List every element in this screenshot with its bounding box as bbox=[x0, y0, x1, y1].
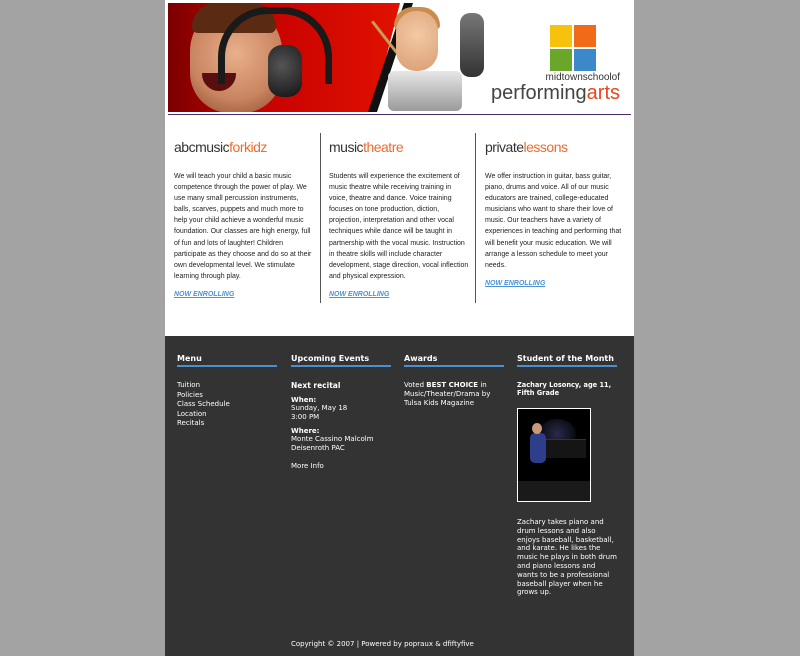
now-enrolling-link[interactable]: NOW ENROLLING bbox=[485, 279, 546, 287]
menu-list bbox=[177, 381, 277, 429]
event-when-label: When: bbox=[291, 396, 317, 404]
program-title-part2: forkidz bbox=[229, 139, 267, 155]
event-where-label: Where: bbox=[291, 427, 320, 436]
program-privatelessons bbox=[485, 133, 625, 303]
event-venue: Monte Cassino Malcolm bbox=[291, 435, 374, 444]
logo-square-green bbox=[550, 49, 572, 71]
program-title bbox=[329, 139, 469, 159]
headphone-cup-icon bbox=[268, 45, 302, 97]
event-venue-line2: Deisenroth PAC bbox=[291, 443, 345, 452]
column-divider bbox=[475, 133, 476, 303]
photo-floor bbox=[518, 481, 590, 501]
program-title bbox=[174, 139, 314, 159]
program-title-part2: theatre bbox=[363, 139, 404, 155]
piano-icon bbox=[544, 439, 586, 458]
program-abcmusic bbox=[174, 133, 314, 303]
logo-line-performing-arts bbox=[480, 83, 620, 103]
award-best-choice: BEST CHOICE bbox=[426, 381, 479, 389]
award-text bbox=[404, 381, 504, 407]
footer-menu bbox=[177, 354, 277, 429]
drum-icon bbox=[388, 71, 462, 111]
footer-upcoming-events bbox=[291, 354, 391, 470]
awards-heading: Awards bbox=[404, 354, 504, 367]
student-description: Zachary takes piano and drum lessons and also enjoys baseball, basketball, and karate. He likes the music he plays in both drum and piano lessons and wants to be a professional baseball player when he grows up. bbox=[517, 518, 617, 597]
logo-square-yellow bbox=[550, 25, 572, 47]
copyright-text: Copyright © 2007 | Powered by popraux & dfiftyfive bbox=[291, 640, 474, 648]
header-banner bbox=[168, 3, 631, 112]
logo-arts: arts bbox=[586, 82, 620, 104]
menu-heading: Menu bbox=[177, 354, 277, 367]
more-info-link[interactable]: More Info bbox=[291, 462, 324, 471]
now-enrolling-link[interactable]: NOW ENROLLING bbox=[329, 290, 390, 298]
page-container bbox=[165, 0, 634, 656]
program-musictheatre bbox=[329, 133, 469, 303]
student-photo bbox=[517, 408, 591, 502]
logo-text[interactable] bbox=[480, 73, 620, 103]
menu-item-class-schedule[interactable]: Class Schedule bbox=[177, 400, 230, 409]
award-text-post: in Music/Theater/Drama by Tulsa Kids Magazine bbox=[404, 381, 491, 407]
program-description: Students will experience the excitement of music theatre while receiving training in voice, theatre and dance. Voice training focuses on tone production, diction, projection, interpretation and other vocal techniques while dance will be taught in partnership with the vocal music. Instruction in theatre skills will include character development, stage direction, vocal inflection and physical expression. bbox=[329, 173, 469, 280]
menu-item-location[interactable]: Location bbox=[177, 409, 207, 418]
program-title-part1: music bbox=[329, 139, 364, 155]
column-divider bbox=[320, 133, 321, 303]
logo-icon[interactable] bbox=[550, 25, 596, 71]
logo-square-orange bbox=[574, 25, 596, 47]
menu-item-policies[interactable]: Policies bbox=[177, 390, 203, 399]
student-name: Zachary Losoncy, age 11, Fifth Grade bbox=[517, 381, 612, 398]
now-enrolling-link[interactable]: NOW ENROLLING bbox=[174, 290, 235, 298]
logo-square-blue bbox=[574, 49, 596, 71]
logo-line-school: midtownschoolof bbox=[545, 72, 620, 83]
program-description: We offer instruction in guitar, bass guitar, piano, drums and voice. All of our music educators are trained, college-educated musicians who want to share their love of music. Our teachers have a variety of experiences in teaching and performing that will benefit your music education. We will arrange a lesson schedule to meet your needs. bbox=[485, 173, 622, 269]
award-text-pre: Voted bbox=[404, 381, 427, 389]
menu-item-tuition[interactable]: Tuition bbox=[177, 381, 201, 389]
saxophone-player-image bbox=[460, 13, 484, 77]
menu-item-recitals[interactable]: Recitals bbox=[177, 419, 205, 428]
girl-drummer-image bbox=[396, 11, 438, 71]
student-head bbox=[532, 423, 542, 434]
program-title bbox=[485, 139, 625, 159]
student-figure bbox=[530, 433, 546, 463]
event-date: Sunday, May 18 bbox=[291, 404, 348, 412]
program-title-part2: lessons bbox=[523, 139, 568, 155]
footer bbox=[165, 336, 634, 656]
footer-awards bbox=[404, 354, 504, 407]
student-heading: Student of the Month bbox=[517, 354, 617, 367]
event-title: Next recital bbox=[291, 381, 341, 390]
program-title-part1: private bbox=[485, 139, 524, 155]
events-heading: Upcoming Events bbox=[291, 354, 391, 367]
logo-performing: performing bbox=[491, 82, 587, 104]
footer-student-of-month bbox=[517, 354, 617, 644]
program-description: We will teach your child a basic music competence through the power of play. We use many small percussion instruments, balls, scarves, puppets and much more to help your child achieve a wonderful music foundation. Our classes are high energy, full of fun and lots of laughter! Children participate as they choose and do so at their own developmental level. We stimulate learning through play. bbox=[174, 173, 312, 280]
event-time: 3:00 PM bbox=[291, 412, 320, 421]
header-divider bbox=[168, 114, 631, 115]
program-title-part1: abcmusic bbox=[174, 139, 230, 155]
